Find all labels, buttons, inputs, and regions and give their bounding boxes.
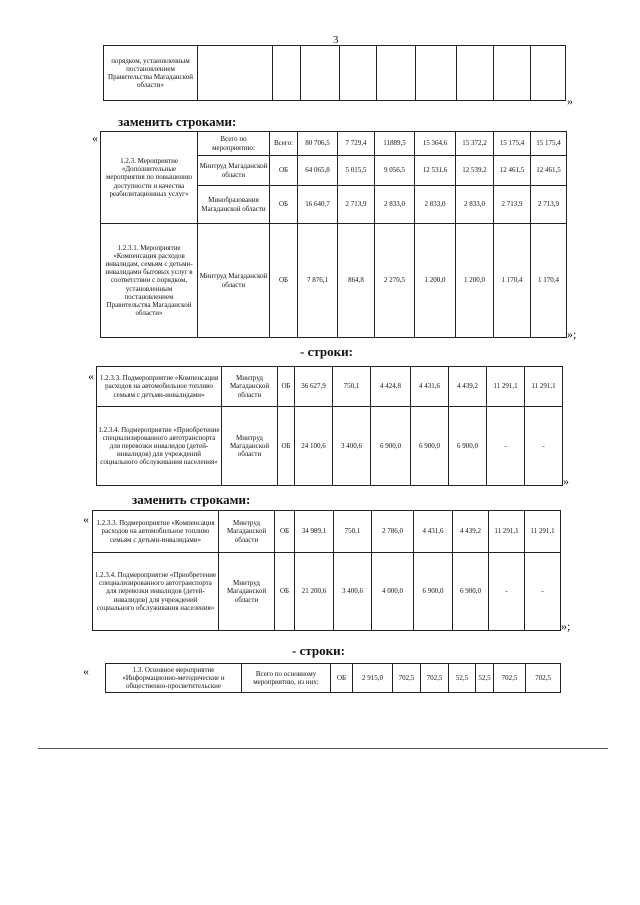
t5-row1-src: ОБ bbox=[331, 664, 353, 693]
heading-replace-rows: заменить строками: bbox=[132, 492, 251, 507]
t2-row2-val: 12 461,5 bbox=[531, 156, 567, 186]
quote-close: » bbox=[563, 474, 569, 488]
t3-row2-val: - bbox=[525, 407, 563, 486]
t4-row1-val: 34 989,1 bbox=[295, 511, 334, 553]
t2-row1-val: 80 706,5 bbox=[298, 132, 338, 156]
t3-row1-val: 4 431,6 bbox=[411, 367, 449, 407]
t4-row2-val: - bbox=[525, 553, 561, 631]
t4-row2-src: ОБ bbox=[275, 553, 295, 631]
t3-row1-val: 11 291,1 bbox=[487, 367, 525, 407]
t2-row4-val: 2 270,5 bbox=[375, 224, 415, 338]
t2-row3-val: 2 833,0 bbox=[415, 186, 456, 224]
t2-row2-exec: Минтруд Магаданской области bbox=[198, 156, 270, 186]
t2-row2-src: ОБ bbox=[270, 156, 298, 186]
t3-row2-val: 6 900,0 bbox=[411, 407, 449, 486]
t2-row3-val: 16 640,7 bbox=[298, 186, 338, 224]
t3-row2-val: - bbox=[487, 407, 525, 486]
quote-open: « bbox=[83, 664, 89, 678]
empty-cell bbox=[198, 46, 273, 101]
t5-row1-val: 52,5 bbox=[476, 664, 494, 693]
t2-row4-val: 1 170,4 bbox=[531, 224, 567, 338]
t4-row1-val: 4 439,2 bbox=[453, 511, 489, 553]
t2-row1-exec: Всего по мероприятию: bbox=[198, 132, 270, 156]
t4-row1-name: 1.2.3.3. Подмероприятие «Компенсация расходов на автомобильное топливо семьям с детьми-инвалидами» bbox=[93, 511, 219, 553]
table-replacement-2 bbox=[92, 510, 561, 631]
t3-row2-name: 1.2.3.4. Подмероприятие «Приобретение специализированного автотранспорта для перевозки инвалидов (детей-инвалидов) для учреждений социального обслуживания населения» bbox=[97, 407, 222, 486]
t3-row2-val: 24 100,6 bbox=[295, 407, 333, 486]
t2-row1-val: 7 729,4 bbox=[338, 132, 375, 156]
quote-close: » bbox=[567, 94, 573, 108]
t2-row4-val: 864,8 bbox=[338, 224, 375, 338]
t4-row2-val: 3 400,6 bbox=[334, 553, 372, 631]
quote-close-semicolon: »; bbox=[567, 327, 577, 341]
t2-row4-val: 1 200,0 bbox=[415, 224, 456, 338]
heading-rows: - строки: bbox=[292, 643, 345, 658]
t2-row3-exec: Минобразования Магаданской области bbox=[198, 186, 270, 224]
t3-row1-val: 4 439,2 bbox=[449, 367, 487, 407]
t2-row3-val: 2 713,9 bbox=[338, 186, 375, 224]
t4-row2-val: 6 900,0 bbox=[453, 553, 489, 631]
t2-row2-val: 5 015,5 bbox=[338, 156, 375, 186]
empty-cell bbox=[273, 46, 301, 101]
t2-row2-val: 12 531,6 bbox=[415, 156, 456, 186]
table-old-rows-2 bbox=[105, 663, 561, 693]
t4-row2-name: 1.2.3.4. Подмероприятие «Приобретение специализированного автотранспорта для перевозки инвалидов (детей-инвалидов) для учреждений социального обслуживания населения» bbox=[93, 553, 219, 631]
empty-cell bbox=[340, 46, 377, 101]
t4-row2-val: 21 200,6 bbox=[295, 553, 334, 631]
t3-row2-val: 6 900,0 bbox=[371, 407, 411, 486]
t2-row1-src: Всего: bbox=[270, 132, 298, 156]
t4-row1-val: 11 291,1 bbox=[489, 511, 525, 553]
table-replacement-1 bbox=[100, 131, 567, 338]
t3-row2-val: 3 400,6 bbox=[333, 407, 371, 486]
quote-open: « bbox=[83, 512, 89, 526]
t2-row3-val: 2 833,0 bbox=[456, 186, 494, 224]
t5-row1-val: 702,5 bbox=[526, 664, 561, 693]
empty-cell bbox=[494, 46, 531, 101]
t2-row4-src: ОБ bbox=[270, 224, 298, 338]
t5-row1-val: 52,5 bbox=[449, 664, 476, 693]
t4-row1-val: 11 291,1 bbox=[525, 511, 561, 553]
t5-row1-val: 702,5 bbox=[421, 664, 449, 693]
t1-name-cell: порядком, установленным постановлением Правительства Магаданской области» bbox=[104, 46, 198, 101]
t2-row1-val: 15 364,6 bbox=[415, 132, 456, 156]
t2-row4-val: 7 876,1 bbox=[298, 224, 338, 338]
t4-row2-exec: Минтруд Магаданской области bbox=[219, 553, 275, 631]
t2-row1-val: 11889,5 bbox=[375, 132, 415, 156]
t2-row4-exec: Минтруд Магаданской области bbox=[198, 224, 270, 338]
t2-row1-val: 15 372,2 bbox=[456, 132, 494, 156]
t5-row1-val: 702,5 bbox=[393, 664, 421, 693]
empty-cell bbox=[377, 46, 416, 101]
quote-close-semicolon: »; bbox=[561, 619, 571, 633]
t2-row3-val: 2 713,9 bbox=[494, 186, 531, 224]
heading-rows: - строки: bbox=[300, 344, 353, 359]
empty-cell bbox=[457, 46, 494, 101]
t3-row1-name: 1.2.3.3. Подмероприятие «Компенсация расходов на автомобильное топливо семьям с детьми-инвалидами» bbox=[97, 367, 222, 407]
table-fragment-top bbox=[103, 45, 566, 101]
t2-row3-val: 2 833,0 bbox=[375, 186, 415, 224]
t5-row1-exec: Всего по основному мероприятию, из них: bbox=[242, 664, 331, 693]
quote-open: « bbox=[88, 369, 94, 383]
t3-row1-val: 4 424,8 bbox=[371, 367, 411, 407]
t2-row3-val: 2 713,9 bbox=[531, 186, 567, 224]
t4-row1-val: 750,1 bbox=[334, 511, 372, 553]
page-bottom-divider bbox=[38, 748, 608, 749]
t4-row2-val: - bbox=[489, 553, 525, 631]
t2-row2-val: 12 461,5 bbox=[494, 156, 531, 186]
t5-row1-name: 1.3. Основное мероприятие «Информационно-методические и общественно-просветительские bbox=[106, 664, 242, 693]
empty-cell bbox=[416, 46, 457, 101]
t3-row1-val: 11 291,1 bbox=[525, 367, 563, 407]
t3-row2-src: ОБ bbox=[278, 407, 295, 486]
t2-row4-val: 1 200,0 bbox=[456, 224, 494, 338]
page-number: 3 bbox=[333, 34, 339, 46]
t2-row1-val: 15 175,4 bbox=[531, 132, 567, 156]
t2-row2-val: 9 056,5 bbox=[375, 156, 415, 186]
t3-row1-val: 750,1 bbox=[333, 367, 371, 407]
heading-replace-rows: заменить строками: bbox=[118, 114, 237, 129]
t2-row3-src: ОБ bbox=[270, 186, 298, 224]
t2-row4-val: 1 170,4 bbox=[494, 224, 531, 338]
t2-row2-val: 12 539,2 bbox=[456, 156, 494, 186]
t3-row1-exec: Минтруд Магаданской области bbox=[222, 367, 278, 407]
t4-row1-exec: Минтруд Магаданской области bbox=[219, 511, 275, 553]
t2-row1-name: 1.2.3. Мероприятие «Дополнительные мероприятия по повышению доступности и качества реабилитационных услуг» bbox=[101, 132, 198, 224]
t5-row1-val: 2 915,0 bbox=[353, 664, 393, 693]
empty-cell bbox=[301, 46, 340, 101]
t3-row2-exec: Минтруд Магаданской области bbox=[222, 407, 278, 486]
t3-row1-val: 36 627,9 bbox=[295, 367, 333, 407]
t4-row2-val: 6 900,0 bbox=[414, 553, 453, 631]
t2-row1-val: 15 175,4 bbox=[494, 132, 531, 156]
table-old-rows-1 bbox=[96, 366, 563, 486]
t4-row1-src: ОБ bbox=[275, 511, 295, 553]
t3-row2-val: 6 900,0 bbox=[449, 407, 487, 486]
quote-open: « bbox=[92, 131, 98, 145]
t4-row2-val: 4 000,0 bbox=[372, 553, 414, 631]
empty-cell bbox=[531, 46, 566, 101]
t4-row1-val: 4 431,6 bbox=[414, 511, 453, 553]
t4-row1-val: 2 786,0 bbox=[372, 511, 414, 553]
t5-row1-val: 702,5 bbox=[494, 664, 526, 693]
t2-row4-name: 1.2.3.1. Мероприятие «Компенсация расходов инвалидам, семьям с детьми-инвалидами бытовых услуг в соответствии с порядком, установленным постановлением Правительства Магаданской области» bbox=[101, 224, 198, 338]
t2-row2-val: 64 065,8 bbox=[298, 156, 338, 186]
t3-row1-src: ОБ bbox=[278, 367, 295, 407]
